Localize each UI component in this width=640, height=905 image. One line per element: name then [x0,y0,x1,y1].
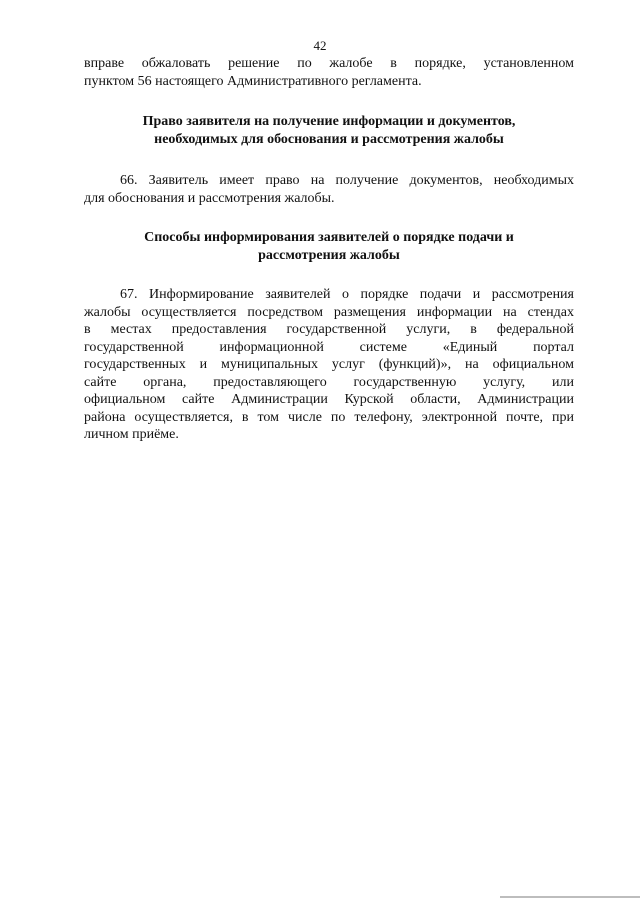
text-line: государственной информационной системе «Единый портал [84,339,574,355]
text-line: 66. Заявитель имеет право на получение документов, необходимых [120,173,574,188]
text-line: для обоснования и рассмотрения жалобы. [84,190,335,206]
scan-edge-mark [500,896,640,898]
heading-line: необходимых для обоснования и рассмотрения жалобы [154,131,504,147]
heading-line: рассмотрения жалобы [258,247,400,263]
paragraph-66 [84,172,574,207]
text-line: жалобы осуществляется посредством размещения информации на стендах [84,304,574,320]
text-line: сайте органа, предоставляющего государственную услугу, или [84,374,574,390]
page-number: 42 [313,38,327,53]
section-heading-informing-methods [84,229,574,264]
text-line: официальном сайте Администрации Курской области, Администрации [84,392,574,407]
text-line: государственных и муниципальных услуг (функций)», на официальном [84,357,574,372]
text-line: 67. Информирование заявителей о порядке подачи и рассмотрения [120,287,574,302]
page-content [84,55,574,444]
intro-paragraph [84,55,574,90]
text-line: вправе обжаловать решение по жалобе в порядке, установленном [84,56,574,71]
heading-line: Способы информирования заявителей о порядке подачи и [144,230,514,245]
paragraph-67 [84,286,574,444]
section-heading-complaint-info-rights [84,113,574,148]
text-line: личном приёме. [84,427,179,442]
text-line: пунктом 56 настоящего Административного регламента. [84,73,422,89]
text-line: района осуществляется, в том числе по телефону, электронной почте, при [84,409,574,425]
heading-line: Право заявителя на получение информации и документов, [142,114,516,129]
text-line: в местах предоставления государственной услуги, в федеральной [84,322,574,337]
